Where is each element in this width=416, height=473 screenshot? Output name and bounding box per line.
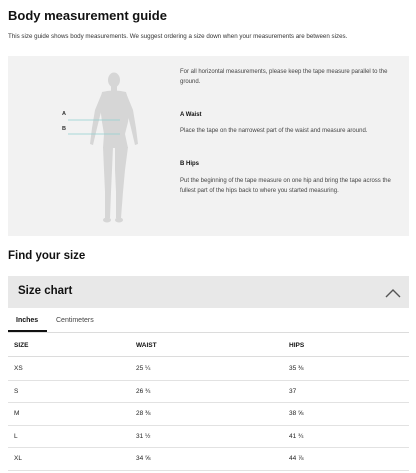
tabs-divider (8, 332, 409, 333)
hips-cell: 38 ⅝ (289, 410, 304, 417)
size-chart-accordion-header[interactable] (8, 276, 409, 308)
hips-cell: 37 (289, 387, 297, 395)
column-header-waist: WAIST (136, 342, 157, 349)
hips-instructions: Put the beginning of the tape measure on one hip and bring the tape across the fullest part of the hips back to where you started measuring. (180, 178, 391, 194)
size-cell: XS (14, 365, 23, 372)
tab-inches[interactable]: Inches (16, 317, 39, 324)
table-header-row (8, 335, 409, 357)
waist-cell: 31 ½ (136, 432, 151, 440)
size-cell: S (14, 387, 19, 395)
table-row (8, 426, 409, 449)
table-row (8, 403, 409, 426)
waist-cell: 34 ⅝ (136, 455, 151, 462)
table-row (8, 381, 409, 404)
hips-heading: B Hips (180, 161, 200, 167)
hips-cell: 41 ¾ (289, 432, 304, 440)
unit-tabs (8, 311, 409, 333)
column-header-size: SIZE (14, 342, 29, 349)
hips-cell: 44 ⅞ (289, 455, 304, 462)
size-cell: L (14, 432, 18, 440)
tab-centimeters[interactable]: Centimeters (56, 317, 94, 324)
size-cell: XL (14, 455, 22, 462)
waist-cell: 26 ¾ (136, 387, 151, 395)
column-header-hips: HIPS (289, 342, 305, 349)
waist-instructions: Place the tape on the narrowest part of the waist and measure around. (180, 128, 368, 134)
general-measurement-note: For all horizontal measurements, please keep the tape measure parallel to the ground. (180, 69, 388, 85)
body-figure (68, 70, 168, 230)
measurement-guide-panel (8, 56, 409, 236)
marker-a-label: A (62, 111, 66, 117)
waist-cell: 28 ⅜ (136, 410, 151, 417)
size-chart-title: Size chart (18, 285, 73, 297)
find-your-size-heading: Find your size (8, 250, 86, 262)
table-row (8, 358, 409, 381)
waist-heading: A Waist (180, 112, 202, 118)
page-title: Body measurement guide (8, 8, 167, 23)
hips-cell: 35 ⅜ (289, 365, 304, 372)
size-cell: M (14, 410, 20, 417)
chevron-up-icon[interactable] (385, 286, 401, 298)
intro-text: This size guide shows body measurements. We suggest ordering a size down when your measurements are between sizes. (8, 33, 348, 40)
waist-cell: 25 ¼ (136, 365, 151, 372)
marker-b-label: B (62, 126, 66, 132)
table-row (8, 448, 409, 471)
